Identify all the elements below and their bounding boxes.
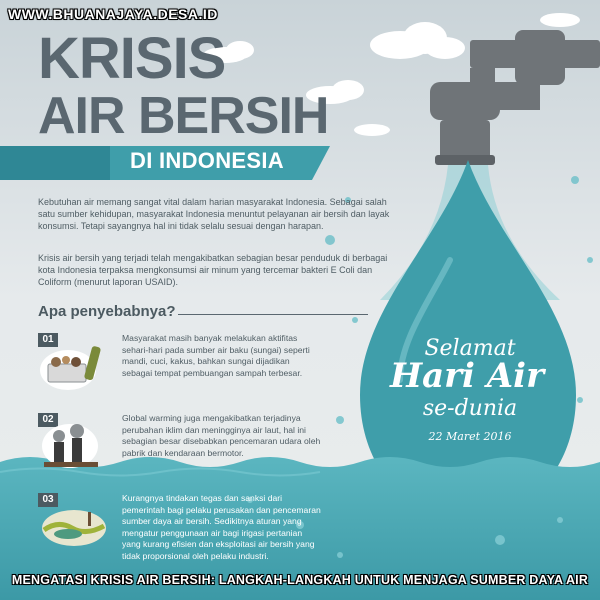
page-title-line1: KRISIS (38, 26, 226, 91)
caption: MENGATASI KRISIS AIR BERSIH: LANGKAH-LANGKAH UNTUK MENJAGA SUMBER DAYA AIR (11, 573, 589, 587)
intro-paragraph-2: Krisis air bersih yang terjadi telah mengakibatkan sebagian besar penduduk di berbagai kota Indonesia terpaksa mengkonsumsi air minum yang tercemar bakteri E Coli dan Coliform (menurut laporan USAID). (38, 253, 388, 287)
trash-bottle-icon (38, 340, 106, 392)
cause-text: Global warming juga mengakibatkan terjadinya perubahan iklim dan meningginya air laut, hal ini sebagian besar disebabkan pencemaran udara oleh pabrik dan kendaraan bermotor. (122, 413, 321, 458)
greeting-date: 22 Maret 2016 (428, 430, 512, 443)
cloud-icon (354, 124, 390, 136)
greeting-line2: Hari Air (389, 356, 545, 396)
page-title-line2: AIR BERSIH (38, 87, 329, 145)
cause-text: Kurangnya tindakan tegas dan sanksi dari pemerintah bagi pelaku perusakan dan pencemaran sumber daya air bersih. Sedikitnya aturan yang mengatur penggunaan air bagi irigasi pertanian yang kurang efisien dan eksploitasi air bersih yang tidak proporsional oleh pelaku industri. (122, 493, 321, 561)
cause-number: 03 (38, 493, 58, 507)
cloud-icon (540, 13, 580, 27)
cause-text: Masyarakat masih banyak melakukan aktifitas sehari-hari pada sumber air baku (sungai) seperti mandi, cuci, kakus, bahkan sungai dijadikan sebagai tempat pembuangan sampah terbesar. (122, 333, 310, 378)
greeting-line3: se-dunia (422, 396, 518, 421)
polluted-land-icon (38, 500, 110, 550)
greeting-line1: Selamat (424, 336, 516, 361)
causes-heading: Apa penyebabnya? (38, 303, 176, 320)
divider (178, 314, 368, 315)
cause-number: 01 (38, 333, 58, 347)
watermark: WWW.BHUANAJAYA.DESA.ID (8, 6, 218, 22)
title-banner-text: DI INDONESIA (130, 148, 284, 173)
cause-number: 02 (38, 413, 58, 427)
intro-paragraph-1: Kebutuhan air memang sangat vital dalam harian masyarakat Indonesia. Sebagai salah satu sumber kehidupan, masyarakat Indonesia menuntut pelayanan air bersih dan layak konsumsi. Tetapi sayangnya hal ini tidak selalu sesuai dengan harapan. (38, 197, 390, 231)
factory-smoke-icon (38, 418, 106, 470)
